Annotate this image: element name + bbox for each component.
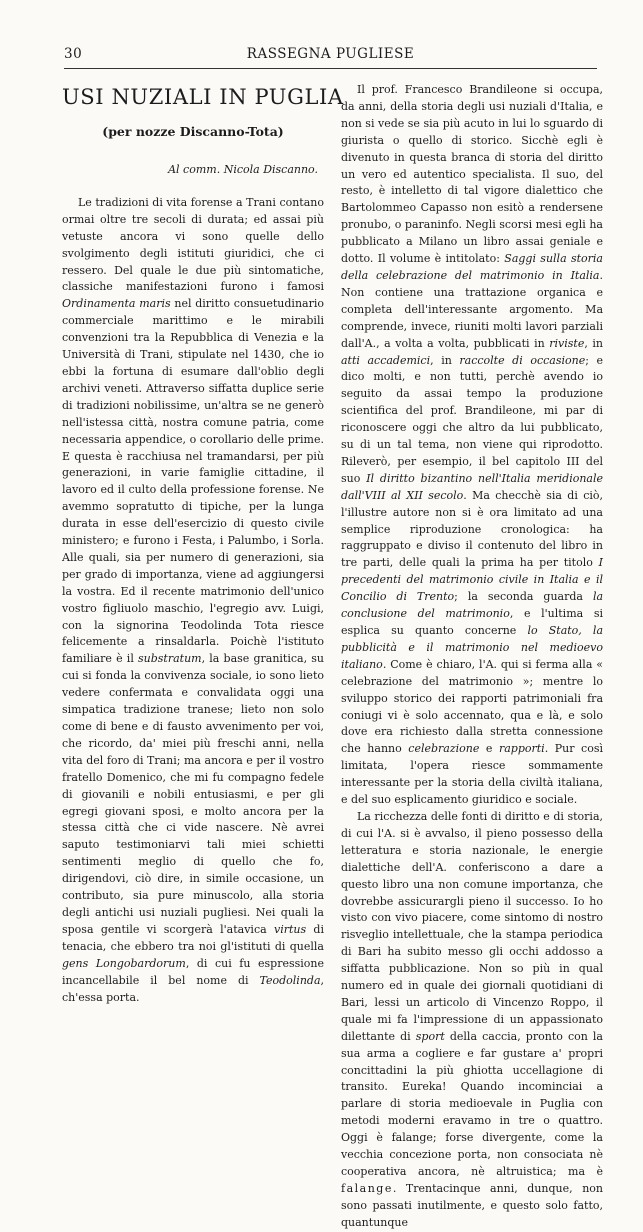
paragraph: La ricchezza delle fonti di diritto e di storia, di cui l'A. si è avvalso, il pieno possesso della letteratura e storia nazionale, le energie dialettiche dell'A. conferiscono a dare a questo libro una non comune importanza, che dovrebbe assicurargli pieno il successo. Io ho visto con vivo piacere, come sintomo di nostro risveglio intellettuale, che la stampa periodica di Bari ha subito messo gli occhi addosso a siffatta pubblicazione. Non so più in qual numero ed in quale dei giornali quotidiani di Bari, lessi un articolo di Vincenzo Roppo, il quale mi fa l'impressione di un appassionato dilettante di sport della caccia, pronto con la sua arma a cogliere e far gustare a' propri concittadini la più ghiotta uccellagione di transito. Eureka! Quando incominciai a parlare di storia medioevale in Puglia con metodi moderni eravamo in tre o quattro. Oggi è falange; forse divergente, come la vecchia concezione porta, non consociata nè cooperativa ancora, nè altruistica; ma è falange. Trentacinque anni, dunque, non sono passati inutilmente, e questo solo fatto, quantunque [341,809,603,1229]
italic-term: rapporti [498,742,545,756]
italic-term: lo Stato, la pubblicità e il matrimonio nel medioevo italiano [341,624,604,671]
italic-term: sport [415,1029,445,1043]
spaced-term: falange [341,1181,393,1195]
right-column [341,82,603,1232]
italic-term: Il diritto bizantino nell'Italia meridionale dall'VIII al XII secolo [341,471,603,502]
header-rule [64,68,597,69]
article-title: USI NUZIALI IN PUGLIA [62,85,344,109]
dedication: Al comm. Nicola Discanno. [168,163,318,176]
italic-term: celebrazione [408,742,480,756]
left-column [62,82,344,1006]
italic-term: gens Longobardorum [62,956,186,970]
running-title: RASSEGNA PUGLIESE [246,46,415,62]
italic-term: la conclusione del matrimonio [341,590,604,621]
italic-term: Ordinamenta maris [62,297,171,311]
italic-term: I precedenti del matrimonio civile in Italia e il Concilio di Trento [341,556,603,604]
book-title: Saggi sulla storia della celebrazione del matrimonio in Italia [341,252,603,282]
italic-term: riviste [549,336,585,350]
paragraph: Il prof. Francesco Brandileone si occupa, da anni, della storia degli usi nuziali d'Italia, e non si vede se sia più acuto in lui lo sguardo di giurista o quello di storico. Sicchè egli è divenuto in questa branca di storia del diritto un vero ed autentico specialista. Il suo, del resto, è intelletto di tal vigore dialettico che Bartolommeo Capasso non esitò a rendersene pronubo, o paraninfo. Negli scorsi mesi egli ha pubblicato a Milano un libro assai geniale e dotto. Il volume è intitolato: Saggi sulla storia della celebrazione del matrimonio in Italia. Non contiene una trattazione organica e completa dell'interessante argomento. Ma comprende, invece, riuniti molti lavori parziali dall'A., a volta a volta, pubblicati in riviste, in atti accademici, in raccolte di occasione; e dico molti, e non tutti, perchè avendo io seguito da assai tempo la produzione scientifica del prof. Brandileone, mi par di riconoscere oggi che altro da lui pubblicato, su di un tal tema, non viene qui riprodotto. Rileverò, per esempio, il bel capitolo III del suo Il diritto bizantino nell'Italia meridionale dall'VIII al XII secolo. Ma checchè sia di ciò, l'illustre autore non si è ora limitato ad una semplice riproduzione cronologica: ha raggruppato e diviso il contenuto del libro in tre parti, delle quali la prima ha per titolo I precedenti del matrimonio civile in Italia e il Concilio di Trento; la seconda guarda la conclusione del matrimonio, e l'ultima si esplica su quanto concerne lo Stato, la pubblicità e il matrimonio nel medioevo italiano. Come è chiaro, l'A. qui si ferma alla « celebrazione del matrimonio »; mentre lo sviluppo storico dei rapporti patrimoniali fra coniugi vi è solo accennato, qua e là, e solo dove era richiesto dalla stretta connessione che hanno celebrazione e rapporti. Pur così limitata, l'opera riesce sommamente interessante per la storia della civiltà italiana, e del suo esplicamento giuridico e sociale. [341,83,604,807]
page-number: 30 [64,46,83,62]
italic-term: atti accademici [341,353,431,367]
italic-term: virtus [273,922,307,936]
page-header [64,46,597,66]
italic-term: raccolte di occasione [459,353,586,367]
italic-term: Teodolinda [259,973,321,987]
article-subtitle: (per nozze Discanno-Tota) [102,124,284,139]
paragraph: Le tradizioni di vita forense a Trani contano ormai oltre tre secoli di durata; ed assai più vetuste ancora vi sono quelle dello svolgimento degli istituti giuridici, che ci ressero. Del quale le due più sintomatiche, classiche manifestazioni furono i famosi Ordinamenta maris nel diritto consuetudinario commerciale marittimo e le mirabili convenzioni tra la Repubblica di Venezia e la Università di Trani, stipulate nel 1430, che io ebbi la fortuna di esumare dall'oblio degli archivi veneti. Attraverso siffatta duplice serie di tradizioni nobilissime, un'altra se ne generò nell'istessa città, nostra comune patria, come necessaria appendice, o corollario delle prime. E questa è racchiusa nel tramandarsi, per più generazioni, in varie famiglie cittadine, il lavoro ed il culto della professione forense. Ne avemmo sopratutto di tipiche, per la lunga durata in esse dell'esercizio di questo civile ministero; e furono i Festa, i Palumbo, i Sorla. Alle quali, sia per numero di generazioni, sia per grado di importanza, viene ad aggiungersi la vostra. Ed il recente matrimonio dell'unico vostro figliuolo maschio, l'egregio avv. Luigi, con la signorina Teodolinda Tota riesce felicemente a rinsaldarla. Poichè l'istituto familiare è il substratum, la base granitica, su cui si fonda la convivenza sociale, io sono lieto vedere confermata e convalidata oggi una simpatica tradizione tranese; lieto non solo come di bene e di fausto avvenimento per voi, che ricordo, da' miei più freschi anni, nella vita del foro di Trani; ma ancora e per il vostro fratello Domenico, che mi fu compagno fedele di giovanili e nobili entusiasmi, e per gli egregi giovani sposi, e molto ancora per la stessa città che ci vide nascere. Nè avrei saputo testimoniarvi tali miei schietti sentimenti meglio di quello che fo, dirigendovi, ciò dire, in simile occasione, un contributo, sia pure minuscolo, alla storia degli antichi usi nuziali pugliesi. Nei quali la sposa gentile vi scorgerà l'atavica virtus di tenacia, che ebbero tra noi gl'istituti di quella gens Longobardorum, di cui fu espressione incancellabile il bel nome di Teodolinda, ch'essa porta. [62,195,325,1004]
italic-term: substratum [138,652,202,666]
